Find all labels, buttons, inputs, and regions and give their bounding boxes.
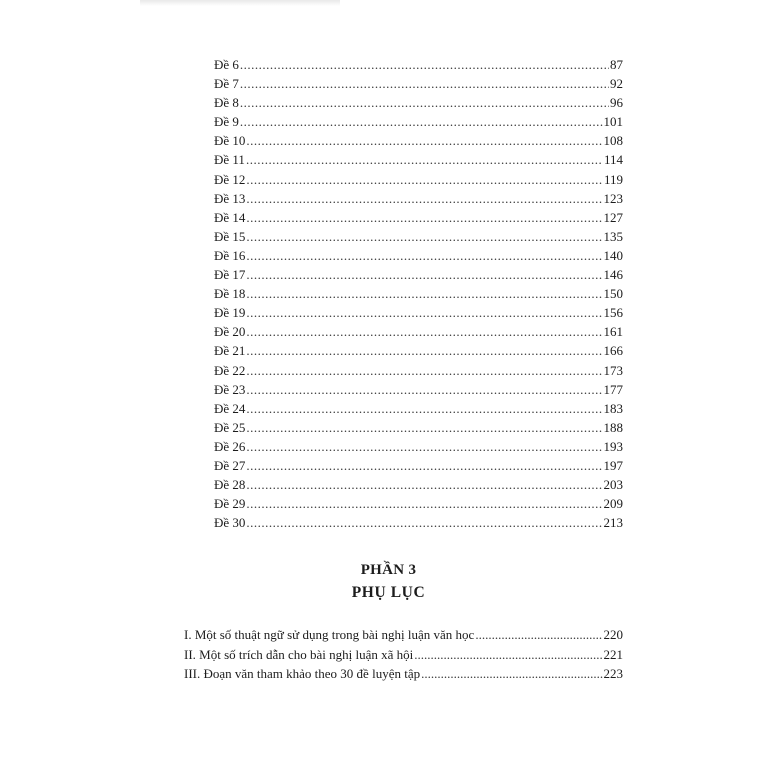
dot-leader bbox=[246, 456, 602, 475]
appendix-entry bbox=[184, 664, 623, 684]
toc-entry-label: Đề 7 bbox=[214, 76, 239, 92]
toc-entry-label: Đề 27 bbox=[214, 457, 246, 473]
toc-entry bbox=[214, 418, 623, 437]
toc-entry bbox=[214, 112, 623, 131]
dot-leader bbox=[246, 303, 602, 322]
toc-entry bbox=[214, 380, 623, 399]
toc-entry-page: 108 bbox=[603, 133, 623, 149]
toc-entry bbox=[214, 475, 623, 494]
scan-smudge bbox=[140, 0, 340, 6]
toc-entry-page: 150 bbox=[603, 286, 623, 302]
appendix-entry bbox=[184, 645, 623, 665]
dot-leader bbox=[246, 513, 602, 532]
toc-entry-page: 177 bbox=[603, 381, 623, 397]
appendix-entry-label: III. Đoạn văn tham khảo theo 30 đề luyện tập bbox=[184, 666, 421, 681]
dot-leader bbox=[246, 170, 603, 189]
toc-entry bbox=[214, 227, 623, 246]
dot-leader bbox=[246, 437, 602, 456]
toc-entry bbox=[214, 437, 623, 456]
dot-leader bbox=[246, 284, 602, 303]
toc-entry bbox=[214, 456, 623, 475]
dot-leader bbox=[246, 246, 602, 265]
dot-leader bbox=[246, 150, 603, 169]
toc-entry-label: Đề 13 bbox=[214, 190, 246, 206]
dot-leader bbox=[246, 208, 602, 227]
dot-leader bbox=[475, 625, 602, 644]
toc-entry bbox=[214, 74, 623, 93]
dot-leader bbox=[246, 361, 602, 380]
toc-entry-label: Đề 23 bbox=[214, 381, 246, 397]
toc-entry-label: Đề 24 bbox=[214, 400, 246, 416]
toc-entry bbox=[214, 189, 623, 208]
appendix-entry-page: 221 bbox=[603, 646, 623, 662]
dot-leader bbox=[240, 74, 609, 93]
toc-entry bbox=[214, 208, 623, 227]
toc-entry-label: Đề 9 bbox=[214, 114, 239, 130]
toc-entry-label: Đề 29 bbox=[214, 496, 246, 512]
dot-leader bbox=[414, 645, 602, 664]
toc-entry bbox=[214, 131, 623, 150]
part-heading: PHẦN 3 bbox=[360, 562, 417, 578]
dot-leader bbox=[246, 322, 602, 341]
toc-entry-page: 96 bbox=[610, 95, 623, 111]
dot-leader bbox=[246, 227, 602, 246]
toc-entry bbox=[214, 55, 623, 74]
toc-entry-label: Đề 14 bbox=[214, 209, 246, 225]
toc-entry bbox=[214, 93, 623, 112]
appendix-entry-label: II. Một số trích dẫn cho bài nghị luận xã hội bbox=[184, 646, 414, 662]
toc-entry-page: 87 bbox=[610, 57, 623, 72]
appendix-list bbox=[184, 625, 623, 684]
dot-leader bbox=[246, 399, 602, 418]
toc-entry-label: Đề 16 bbox=[214, 247, 246, 263]
appendix-entry-page: 220 bbox=[603, 627, 623, 642]
part-title: PHỤ LỤC bbox=[351, 584, 426, 601]
dot-leader bbox=[246, 189, 602, 208]
toc-entry bbox=[214, 322, 623, 341]
dot-leader bbox=[246, 418, 602, 437]
toc-list bbox=[214, 55, 623, 532]
toc-entry-page: 183 bbox=[603, 400, 623, 416]
toc-entry bbox=[214, 361, 623, 380]
dot-leader bbox=[240, 112, 603, 131]
toc-entry-label: Đề 30 bbox=[214, 515, 246, 531]
toc-entry-label: Đề 19 bbox=[214, 305, 246, 321]
dot-leader bbox=[246, 265, 602, 284]
toc-entry-page: 127 bbox=[603, 209, 623, 225]
toc-entry-label: Đề 10 bbox=[214, 133, 246, 149]
toc-entry-page: 166 bbox=[603, 343, 623, 359]
toc-entry-page: 114 bbox=[603, 152, 623, 168]
toc-entry bbox=[214, 150, 623, 169]
dot-leader bbox=[421, 664, 602, 683]
toc-entry-page: 140 bbox=[603, 247, 623, 263]
toc-entry-page: 161 bbox=[603, 324, 623, 340]
toc-entry bbox=[214, 399, 623, 418]
toc-entry-page: 146 bbox=[603, 267, 623, 283]
toc-entry-label: Đề 22 bbox=[214, 362, 246, 378]
toc-entry-page: 213 bbox=[603, 515, 623, 531]
toc-entry-page: 92 bbox=[610, 76, 623, 92]
toc-entry-page: 123 bbox=[603, 190, 623, 206]
dot-leader bbox=[246, 494, 602, 513]
toc-entry-label: Đề 11 bbox=[214, 152, 245, 168]
toc-entry-label: Đề 21 bbox=[214, 343, 246, 359]
toc-entry-label: Đề 26 bbox=[214, 438, 246, 454]
toc-entry bbox=[214, 494, 623, 513]
toc-entry-label: Đề 28 bbox=[214, 477, 246, 493]
dot-leader bbox=[240, 55, 609, 74]
toc-entry-label: Đề 17 bbox=[214, 267, 246, 283]
toc-entry-label: Đề 8 bbox=[214, 95, 239, 111]
toc-entry-label: Đề 15 bbox=[214, 228, 246, 244]
dot-leader bbox=[246, 380, 602, 399]
appendix-entry-label: I. Một số thuật ngữ sử dụng trong bài nghị luận văn học bbox=[184, 627, 475, 642]
appendix-entry-page: 223 bbox=[603, 666, 623, 681]
dot-leader bbox=[246, 475, 602, 494]
toc-entry bbox=[214, 246, 623, 265]
toc-entry-label: Đề 6 bbox=[214, 57, 239, 72]
toc-entry-label: Đề 12 bbox=[214, 171, 246, 187]
dot-leader bbox=[246, 341, 602, 360]
toc-entry-label: Đề 18 bbox=[214, 286, 246, 302]
dot-leader bbox=[246, 131, 602, 150]
toc-entry-label: Đề 25 bbox=[214, 419, 246, 435]
toc-entry-page: 119 bbox=[603, 171, 623, 187]
dot-leader bbox=[240, 93, 609, 112]
toc-entry-page: 209 bbox=[603, 496, 623, 512]
toc-entry-page: 193 bbox=[603, 438, 623, 454]
toc-entry-page: 173 bbox=[603, 362, 623, 378]
toc-entry-page: 188 bbox=[603, 419, 623, 435]
toc-entry bbox=[214, 303, 623, 322]
toc-entry bbox=[214, 341, 623, 360]
toc-entry-page: 156 bbox=[603, 305, 623, 321]
toc-entry-page: 101 bbox=[603, 114, 623, 130]
toc-entry-page: 203 bbox=[603, 477, 623, 493]
toc-entry bbox=[214, 284, 623, 303]
toc-entry bbox=[214, 265, 623, 284]
toc-entry bbox=[214, 170, 623, 189]
toc-entry-page: 135 bbox=[603, 228, 623, 244]
toc-entry-label: Đề 20 bbox=[214, 324, 246, 340]
toc-entry bbox=[214, 513, 623, 532]
appendix-entry bbox=[184, 625, 623, 645]
toc-entry-page: 197 bbox=[603, 457, 623, 473]
